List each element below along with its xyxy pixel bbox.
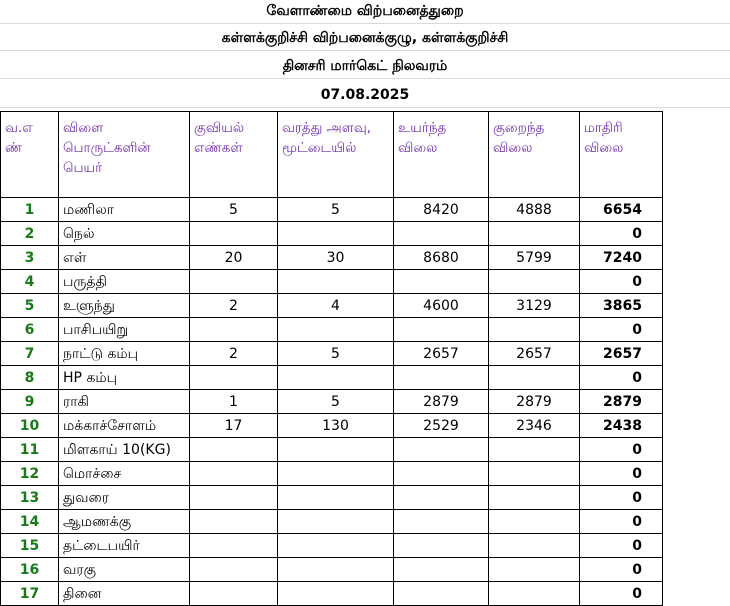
commodity-cell: மணிலா bbox=[59, 198, 190, 222]
max-price-cell bbox=[394, 534, 489, 558]
lots-cell bbox=[190, 582, 278, 606]
max-price-cell: 2879 bbox=[394, 390, 489, 414]
min-price-cell: 2346 bbox=[489, 414, 580, 438]
max-price-cell bbox=[394, 222, 489, 246]
serial-cell: 1 bbox=[1, 198, 59, 222]
serial-cell: 9 bbox=[1, 390, 59, 414]
report-date: 07.08.2025 bbox=[0, 84, 730, 108]
lots-cell: 20 bbox=[190, 246, 278, 270]
commodity-cell: உளுந்து bbox=[59, 294, 190, 318]
table-row bbox=[1, 294, 663, 318]
serial-cell: 2 bbox=[1, 222, 59, 246]
min-price-cell bbox=[489, 438, 580, 462]
model-price-cell: 0 bbox=[580, 510, 663, 534]
min-price-cell bbox=[489, 534, 580, 558]
model-price-cell: 0 bbox=[580, 534, 663, 558]
min-price-cell bbox=[489, 462, 580, 486]
arrival-cell bbox=[278, 486, 394, 510]
model-price-cell: 0 bbox=[580, 558, 663, 582]
table-row bbox=[1, 558, 663, 582]
arrival-cell bbox=[278, 222, 394, 246]
model-price-cell: 0 bbox=[580, 318, 663, 342]
arrival-cell bbox=[278, 438, 394, 462]
min-price-cell bbox=[489, 270, 580, 294]
lots-cell bbox=[190, 486, 278, 510]
commodity-cell: மொச்சை bbox=[59, 462, 190, 486]
commodity-cell: வரகு bbox=[59, 558, 190, 582]
max-price-cell: 4600 bbox=[394, 294, 489, 318]
max-price-cell bbox=[394, 486, 489, 510]
table-row bbox=[1, 222, 663, 246]
model-price-cell: 6654 bbox=[580, 198, 663, 222]
table-row bbox=[1, 534, 663, 558]
commodity-cell: எள் bbox=[59, 246, 190, 270]
model-price-cell: 0 bbox=[580, 270, 663, 294]
model-price-cell: 7240 bbox=[580, 246, 663, 270]
commodity-cell: ஆமணக்கு bbox=[59, 510, 190, 534]
arrival-cell bbox=[278, 582, 394, 606]
committee-title: கள்ளக்குறிச்சி விற்பனைக்குழு, கள்ளக்குறிச்சி bbox=[0, 27, 730, 51]
model-price-cell: 2657 bbox=[580, 342, 663, 366]
arrival-cell bbox=[278, 318, 394, 342]
lots-cell bbox=[190, 318, 278, 342]
model-price-cell: 0 bbox=[580, 486, 663, 510]
serial-cell: 5 bbox=[1, 294, 59, 318]
col-commodity: விளை பொருட்களின் பெயர் bbox=[59, 112, 190, 198]
max-price-cell bbox=[394, 462, 489, 486]
table-row bbox=[1, 582, 663, 606]
serial-cell: 8 bbox=[1, 366, 59, 390]
min-price-cell: 2879 bbox=[489, 390, 580, 414]
max-price-cell bbox=[394, 558, 489, 582]
max-price-cell: 8680 bbox=[394, 246, 489, 270]
serial-cell: 16 bbox=[1, 558, 59, 582]
col-max-price: உயர்ந்த விலை bbox=[394, 112, 489, 198]
model-price-cell: 0 bbox=[580, 438, 663, 462]
min-price-cell: 3129 bbox=[489, 294, 580, 318]
commodity-cell: தினை bbox=[59, 582, 190, 606]
serial-cell: 6 bbox=[1, 318, 59, 342]
table-row bbox=[1, 390, 663, 414]
arrival-cell bbox=[278, 462, 394, 486]
max-price-cell bbox=[394, 438, 489, 462]
table-row bbox=[1, 198, 663, 222]
arrival-cell bbox=[278, 510, 394, 534]
lots-cell: 17 bbox=[190, 414, 278, 438]
col-arrival: வரத்து அளவு, மூட்டையில் bbox=[278, 112, 394, 198]
col-model-price: மாதிரி விலை bbox=[580, 112, 663, 198]
arrival-cell: 30 bbox=[278, 246, 394, 270]
lots-cell bbox=[190, 366, 278, 390]
arrival-cell: 4 bbox=[278, 294, 394, 318]
table-row bbox=[1, 366, 663, 390]
lots-cell bbox=[190, 462, 278, 486]
table-row bbox=[1, 246, 663, 270]
lots-cell bbox=[190, 534, 278, 558]
model-price-cell: 2879 bbox=[580, 390, 663, 414]
lots-cell: 2 bbox=[190, 342, 278, 366]
commodity-cell: மக்காச்சோளம் bbox=[59, 414, 190, 438]
serial-cell: 10 bbox=[1, 414, 59, 438]
min-price-cell bbox=[489, 486, 580, 510]
serial-cell: 3 bbox=[1, 246, 59, 270]
col-lots: குவியல் எண்கள் bbox=[190, 112, 278, 198]
report-title: தினசரி மார்கெட் நிலவரம் bbox=[0, 55, 730, 79]
table-row bbox=[1, 486, 663, 510]
min-price-cell bbox=[489, 222, 580, 246]
serial-cell: 7 bbox=[1, 342, 59, 366]
table-row bbox=[1, 270, 663, 294]
serial-cell: 4 bbox=[1, 270, 59, 294]
table-row bbox=[1, 414, 663, 438]
lots-cell bbox=[190, 558, 278, 582]
commodity-cell: துவரை bbox=[59, 486, 190, 510]
table-row bbox=[1, 438, 663, 462]
arrival-cell: 130 bbox=[278, 414, 394, 438]
commodity-cell: மிளகாய் 10(KG) bbox=[59, 438, 190, 462]
model-price-cell: 0 bbox=[580, 582, 663, 606]
lots-cell bbox=[190, 510, 278, 534]
serial-cell: 14 bbox=[1, 510, 59, 534]
model-price-cell: 2438 bbox=[580, 414, 663, 438]
commodity-cell: HP கம்பு bbox=[59, 366, 190, 390]
price-table bbox=[0, 111, 663, 606]
table-row bbox=[1, 510, 663, 534]
max-price-cell: 2529 bbox=[394, 414, 489, 438]
min-price-cell: 5799 bbox=[489, 246, 580, 270]
arrival-cell: 5 bbox=[278, 342, 394, 366]
serial-cell: 12 bbox=[1, 462, 59, 486]
min-price-cell bbox=[489, 558, 580, 582]
arrival-cell: 5 bbox=[278, 390, 394, 414]
arrival-cell: 5 bbox=[278, 198, 394, 222]
commodity-cell: பருத்தி bbox=[59, 270, 190, 294]
max-price-cell bbox=[394, 318, 489, 342]
col-serial: வ.எ ண் bbox=[1, 112, 59, 198]
max-price-cell bbox=[394, 270, 489, 294]
max-price-cell bbox=[394, 366, 489, 390]
table-row bbox=[1, 342, 663, 366]
commodity-cell: ராகி bbox=[59, 390, 190, 414]
max-price-cell: 2657 bbox=[394, 342, 489, 366]
table-header-row bbox=[1, 112, 663, 198]
lots-cell bbox=[190, 270, 278, 294]
min-price-cell bbox=[489, 366, 580, 390]
commodity-cell: நாட்டு கம்பு bbox=[59, 342, 190, 366]
model-price-cell: 0 bbox=[580, 366, 663, 390]
serial-cell: 17 bbox=[1, 582, 59, 606]
model-price-cell: 0 bbox=[580, 462, 663, 486]
lots-cell: 5 bbox=[190, 198, 278, 222]
lots-cell bbox=[190, 438, 278, 462]
lots-cell: 1 bbox=[190, 390, 278, 414]
max-price-cell bbox=[394, 582, 489, 606]
arrival-cell bbox=[278, 534, 394, 558]
min-price-cell bbox=[489, 318, 580, 342]
commodity-cell: நெல் bbox=[59, 222, 190, 246]
serial-cell: 11 bbox=[1, 438, 59, 462]
model-price-cell: 3865 bbox=[580, 294, 663, 318]
commodity-cell: பாசிபயிறு bbox=[59, 318, 190, 342]
min-price-cell bbox=[489, 582, 580, 606]
lots-cell bbox=[190, 222, 278, 246]
col-min-price: குறைந்த விலை bbox=[489, 112, 580, 198]
lots-cell: 2 bbox=[190, 294, 278, 318]
department-title: வேளாண்மை விற்பனைத்துறை bbox=[0, 0, 730, 24]
serial-cell: 15 bbox=[1, 534, 59, 558]
max-price-cell bbox=[394, 510, 489, 534]
arrival-cell bbox=[278, 366, 394, 390]
model-price-cell: 0 bbox=[580, 222, 663, 246]
table-row bbox=[1, 462, 663, 486]
arrival-cell bbox=[278, 270, 394, 294]
min-price-cell: 2657 bbox=[489, 342, 580, 366]
serial-cell: 13 bbox=[1, 486, 59, 510]
arrival-cell bbox=[278, 558, 394, 582]
table-row bbox=[1, 318, 663, 342]
commodity-cell: தட்டைபயிர் bbox=[59, 534, 190, 558]
max-price-cell: 8420 bbox=[394, 198, 489, 222]
min-price-cell bbox=[489, 510, 580, 534]
min-price-cell: 4888 bbox=[489, 198, 580, 222]
